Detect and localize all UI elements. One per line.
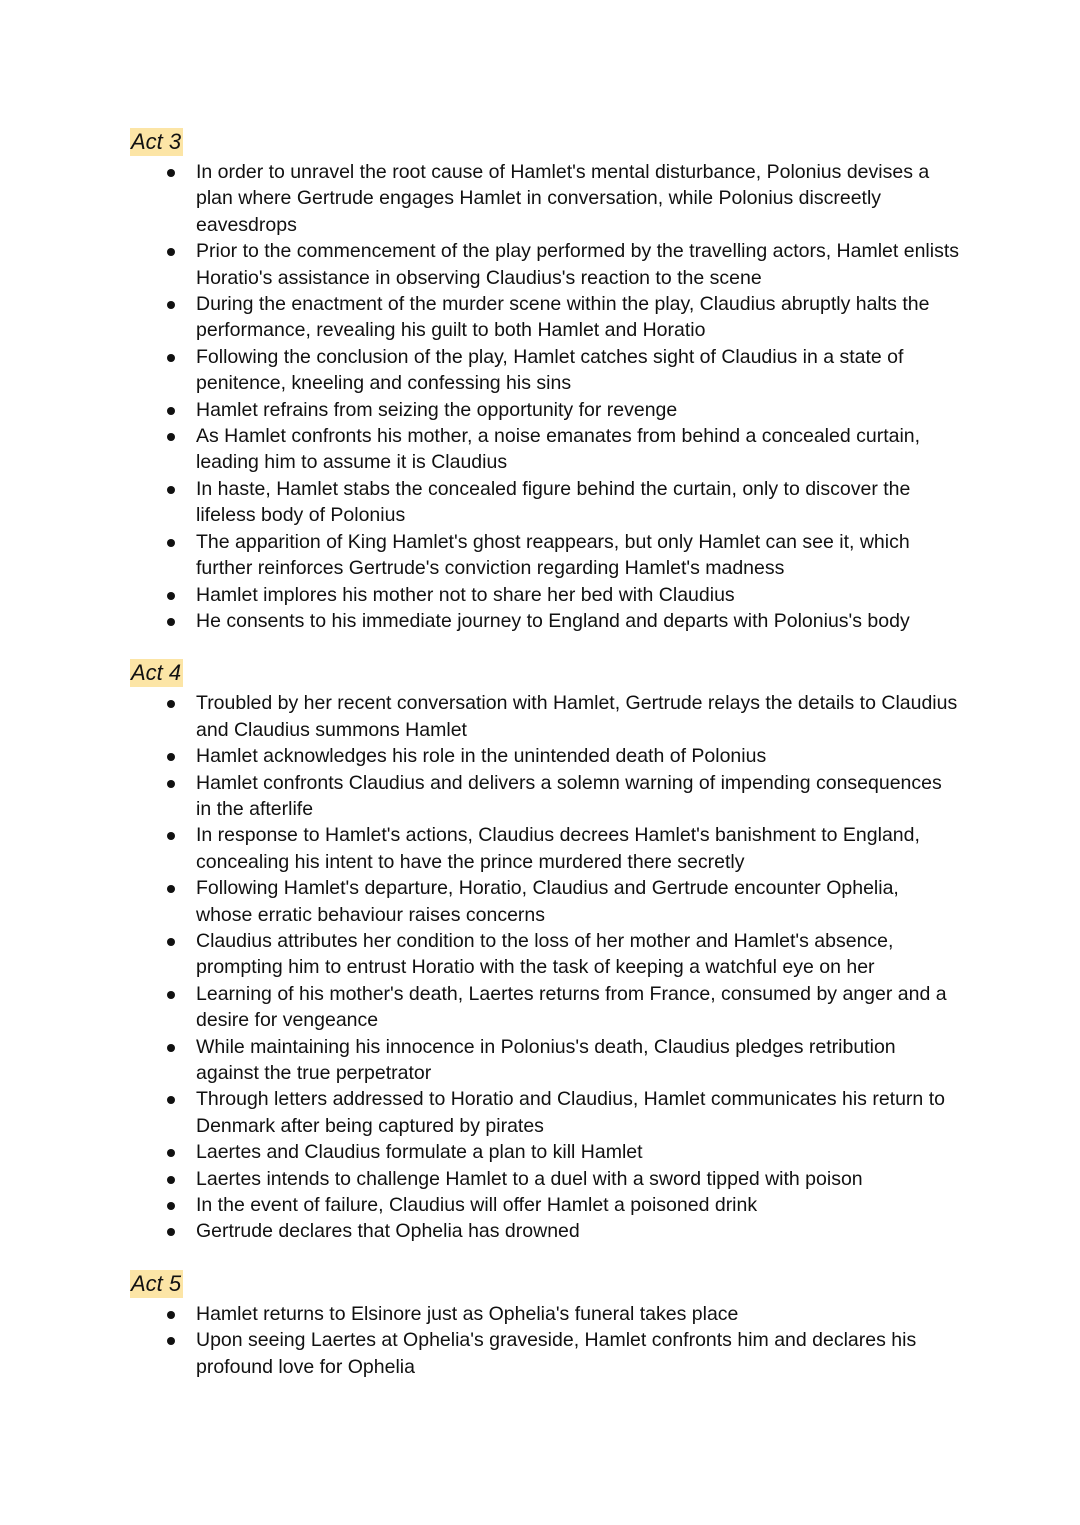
bullet-list bbox=[130, 159, 960, 634]
section-heading: Act 4 bbox=[131, 660, 182, 686]
list-item: Hamlet acknowledges his role in the unintended death of Polonius bbox=[130, 743, 960, 769]
list-item: Laertes and Claudius formulate a plan to kill Hamlet bbox=[130, 1139, 960, 1165]
list-item: In haste, Hamlet stabs the concealed figure behind the curtain, only to discover the lifeless body of Polonius bbox=[130, 476, 960, 529]
section-heading: Act 3 bbox=[131, 129, 182, 154]
list-item: In order to unravel the root cause of Hamlet's mental disturbance, Polonius devises a plan where Gertrude engages Hamlet in conversation, while Polonius discreetly eavesdrops bbox=[130, 159, 960, 238]
section-act-5 bbox=[130, 1270, 960, 1380]
list-item: Claudius attributes her condition to the loss of her mother and Hamlet's absence, prompting him to entrust Horatio with the task of keeping a watchful eye on her bbox=[130, 928, 960, 981]
list-item: Following the conclusion of the play, Hamlet catches sight of Claudius in a state of penitence, kneeling and confessing his sins bbox=[130, 344, 960, 397]
list-item: Gertrude declares that Ophelia has drowned bbox=[130, 1218, 960, 1244]
list-item: Troubled by her recent conversation with Hamlet, Gertrude relays the details to Claudius and Claudius summons Hamlet bbox=[130, 690, 960, 743]
list-item: Hamlet implores his mother not to share her bed with Claudius bbox=[130, 582, 960, 608]
list-item: He consents to his immediate journey to England and departs with Polonius's body bbox=[130, 608, 960, 634]
section-heading: Act 5 bbox=[131, 1270, 182, 1296]
list-item: Laertes intends to challenge Hamlet to a duel with a sword tipped with poison bbox=[130, 1166, 960, 1192]
list-item: Hamlet returns to Elsinore just as Ophelia's funeral takes place bbox=[130, 1301, 960, 1327]
list-item: Hamlet refrains from seizing the opportunity for revenge bbox=[130, 397, 960, 423]
section-act-4 bbox=[130, 659, 960, 1245]
list-item: As Hamlet confronts his mother, a noise emanates from behind a concealed curtain, leading him to assume it is Claudius bbox=[130, 423, 960, 476]
bullet-list bbox=[130, 1301, 960, 1380]
document-content bbox=[130, 128, 960, 1405]
list-item: Following Hamlet's departure, Horatio, Claudius and Gertrude encounter Ophelia, whose erratic behaviour raises concerns bbox=[130, 875, 960, 928]
list-item: Through letters addressed to Horatio and Claudius, Hamlet communicates his return to Denmark after being captured by pirates bbox=[130, 1086, 960, 1139]
section-act-3 bbox=[130, 128, 960, 634]
list-item: Upon seeing Laertes at Ophelia's graveside, Hamlet confronts him and declares his profound love for Ophelia bbox=[130, 1327, 960, 1380]
list-item: During the enactment of the murder scene within the play, Claudius abruptly halts the performance, revealing his guilt to both Hamlet and Horatio bbox=[130, 291, 960, 344]
list-item: In response to Hamlet's actions, Claudius decrees Hamlet's banishment to England, concealing his intent to have the prince murdered there secretly bbox=[130, 822, 960, 875]
list-item: Hamlet confronts Claudius and delivers a solemn warning of impending consequences in the afterlife bbox=[130, 770, 960, 823]
list-item: The apparition of King Hamlet's ghost reappears, but only Hamlet can see it, which further reinforces Gertrude's conviction regarding Hamlet's madness bbox=[130, 529, 960, 582]
bullet-list bbox=[130, 690, 960, 1245]
list-item: Prior to the commencement of the play performed by the travelling actors, Hamlet enlists Horatio's assistance in observing Claudius's reaction to the scene bbox=[130, 238, 960, 291]
list-item: While maintaining his innocence in Polonius's death, Claudius pledges retribution against the true perpetrator bbox=[130, 1034, 960, 1087]
list-item: Learning of his mother's death, Laertes returns from France, consumed by anger and a desire for vengeance bbox=[130, 981, 960, 1034]
list-item: In the event of failure, Claudius will offer Hamlet a poisoned drink bbox=[130, 1192, 960, 1218]
